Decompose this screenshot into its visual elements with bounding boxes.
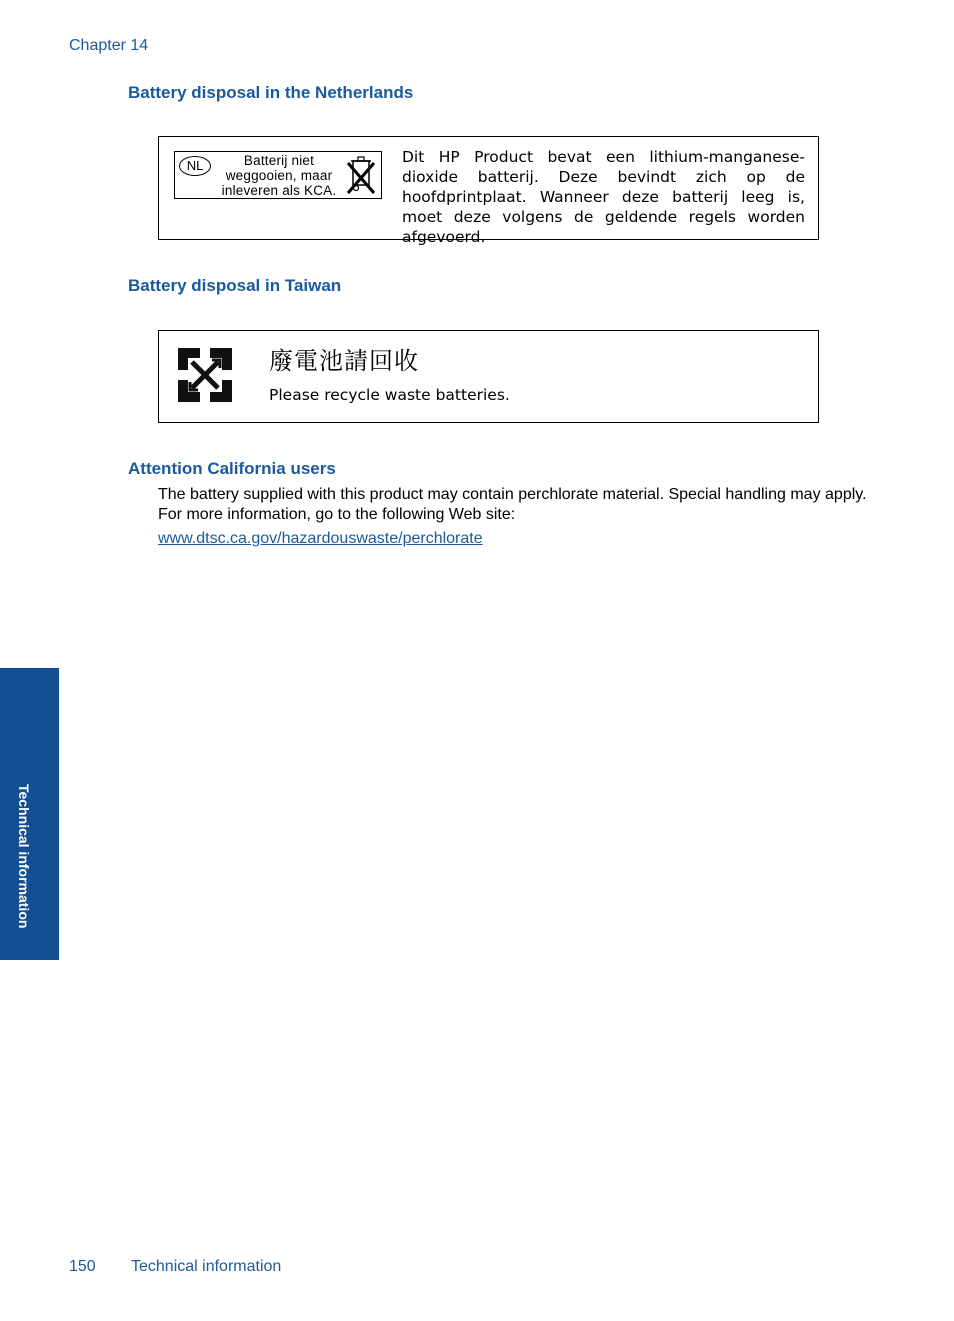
kca-label-line: weggooien, maar — [225, 168, 333, 183]
california-text-line: For more information, go to the following Web site: — [158, 506, 516, 523]
taiwan-chinese-text: 廢電池請回收 — [269, 348, 419, 375]
kca-label-line: inleveren als KCA. — [221, 183, 337, 198]
heading-taiwan: Battery disposal in Taiwan — [128, 276, 342, 295]
page-number: 150 — [69, 1258, 96, 1275]
side-tab-label: Technical information — [16, 784, 32, 929]
kca-label-line: Batterij niet — [243, 153, 315, 168]
kca-label — [174, 151, 382, 199]
side-tab — [0, 668, 59, 960]
taiwan-english-text: Please recycle waste batteries. — [269, 386, 510, 404]
california-text-line: The battery supplied with this product may contain perchlorate material. Special handling may apply. — [158, 486, 867, 503]
perchlorate-link[interactable]: www.dtsc.ca.gov/hazardouswaste/perchlorate — [158, 530, 483, 547]
taiwan-notice-box — [158, 330, 819, 423]
crossed-out-bin-icon — [345, 153, 377, 197]
kca-label-text — [211, 153, 347, 198]
recycle-icon — [174, 344, 236, 406]
heading-netherlands: Battery disposal in the Netherlands — [128, 83, 414, 102]
netherlands-notice-text: Dit HP Product bevat een lithium-manganese-dioxide batterij. Deze bevindt zich op de hoofdprintplaat. Wanneer deze batterij leeg is, moet deze volgens de geldende regels worden afgevoerd. — [402, 148, 805, 246]
heading-california: Attention California users — [128, 459, 336, 478]
footer-section-title: Technical information — [131, 1258, 282, 1275]
netherlands-notice-box — [158, 136, 819, 246]
chapter-label: Chapter 14 — [69, 37, 149, 54]
nl-badge: NL — [179, 156, 211, 176]
